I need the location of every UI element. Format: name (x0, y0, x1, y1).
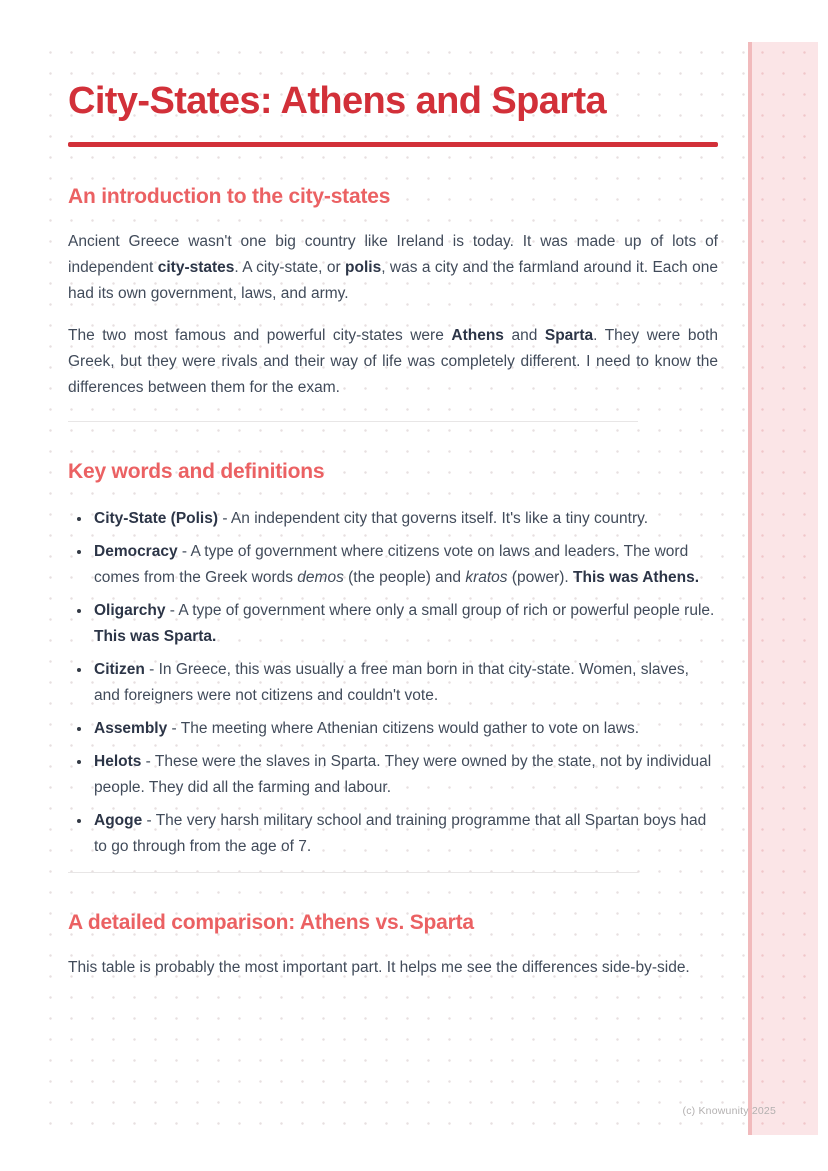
section-heading-comparison: A detailed comparison: Athens vs. Sparta (68, 911, 474, 934)
paragraph: The two most famous and powerful city-states were Athens and Sparta. They were both Greek, but they were rivals and their way of life was completely different. I need to know the differences between them for the exam. (68, 327, 718, 396)
section-heading-keywords: Key words and definitions (68, 460, 325, 483)
introduction-paragraphs (68, 229, 718, 401)
keyword-item: • Democracy - A type of government where citizens vote on laws and leaders. The word comes from the Greek words demos (the people) and kratos (power). This was Athens. (92, 539, 718, 591)
document-content (40, 42, 820, 981)
section-divider (68, 421, 638, 422)
keyword-item: • Agoge - The very harsh military school and training programme that all Spartan boys had to go through from the age of 7. (92, 808, 718, 860)
keyword-item: • Assembly - The meeting where Athenian citizens would gather to vote on laws. (92, 716, 718, 742)
section-divider (68, 872, 638, 873)
section-comparison (68, 911, 718, 981)
keyword-item: • City-State (Polis) - An independent city that governs itself. It's like a tiny country. (92, 506, 718, 532)
section-heading-introduction: An introduction to the city-states (68, 185, 391, 208)
comparison-paragraphs (68, 955, 718, 981)
notes-page (40, 42, 820, 1135)
keyword-item: • Oligarchy - A type of government where only a small group of rich or powerful people rule. This was Sparta. (92, 598, 718, 650)
title-underline-rule (68, 142, 718, 147)
page-title: City-States: Athens and Sparta (68, 80, 607, 122)
section-introduction (68, 185, 718, 401)
paragraph: Ancient Greece wasn't one big country like Ireland is today. It was made up of lots of independent city-states. A city-state, or polis, was a city and the farmland around it. Each one had its own government, laws, and army. (68, 233, 719, 302)
keyword-item: • Helots - These were the slaves in Sparta. They were owned by the state, not by individual people. They did all the farming and labour. (92, 749, 718, 801)
section-keywords (68, 460, 718, 860)
keyword-item: • Citizen - In Greece, this was usually a free man born in that city-state. Women, slaves, and foreigners were not citizens and couldn't vote. (92, 657, 718, 709)
copyright-watermark: (c) Knowunity 2025 (682, 1105, 776, 1117)
keyword-list (68, 506, 718, 860)
paragraph: This table is probably the most important part. It helps me see the differences side-by-side. (68, 959, 690, 976)
